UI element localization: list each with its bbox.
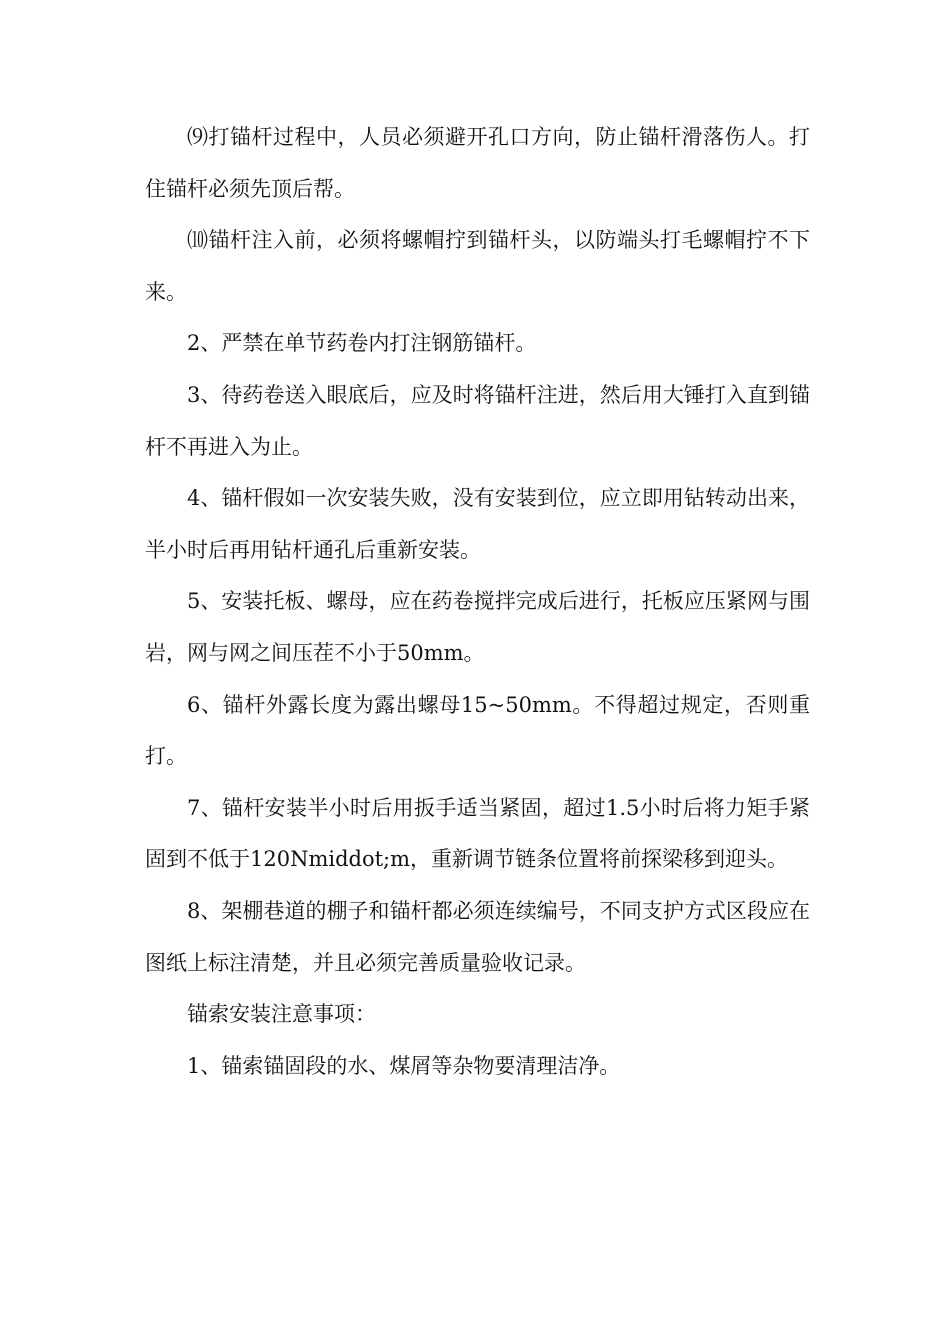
document-body (145, 112, 810, 1092)
section-heading-anchor-cable: 锚索安装注意事项： (187, 1002, 376, 1027)
paragraph-item-3: 3、待药卷送入眼底后，应及时将锚杆注进，然后用大锤打入直到锚杆不再进入为止。 (145, 382, 810, 459)
paragraph-item-5: 5、安装托板、螺母，应在药卷搅拌完成后进行，托板应压紧网与围岩，网与网之间压茬不小于50mm。 (145, 589, 810, 665)
paragraph-item-4: 4、锚杆假如一次安装失败，没有安装到位，应立即用钻转动出来，半小时后再用钻杆通孔后重新安装。 (145, 486, 810, 562)
paragraph-item-6: 6、锚杆外露长度为露出螺母15~50mm。不得超过规定，否则重打。 (145, 692, 810, 769)
paragraph-step-10: ⑽锚杆注入前，必须将螺帽拧到锚杆头，以防端头打毛螺帽拧不下来。 (145, 228, 810, 304)
paragraph-step-9: ⑼打锚杆过程中，人员必须避开孔口方向，防止锚杆滑落伤人。打住锚杆必须先顶后帮。 (145, 125, 810, 201)
paragraph-item-8: 8、架棚巷道的棚子和锚杆都必须连续编号，不同支护方式区段应在图纸上标注清楚，并且必须完善质量验收记录。 (145, 898, 810, 975)
paragraph-cable-item-1: 1、锚索锚固段的水、煤屑等杂物要清理洁净。 (187, 1053, 621, 1078)
paragraph-item-2: 2、严禁在单节药卷内打注钢筋锚杆。 (187, 331, 537, 356)
paragraph-item-7: 7、锚杆安装半小时后用扳手适当紧固，超过1.5小时后将力矩手紧固到不低于120Nmiddot;m，重新调节链条位置将前探梁移到迎头。 (145, 795, 810, 872)
